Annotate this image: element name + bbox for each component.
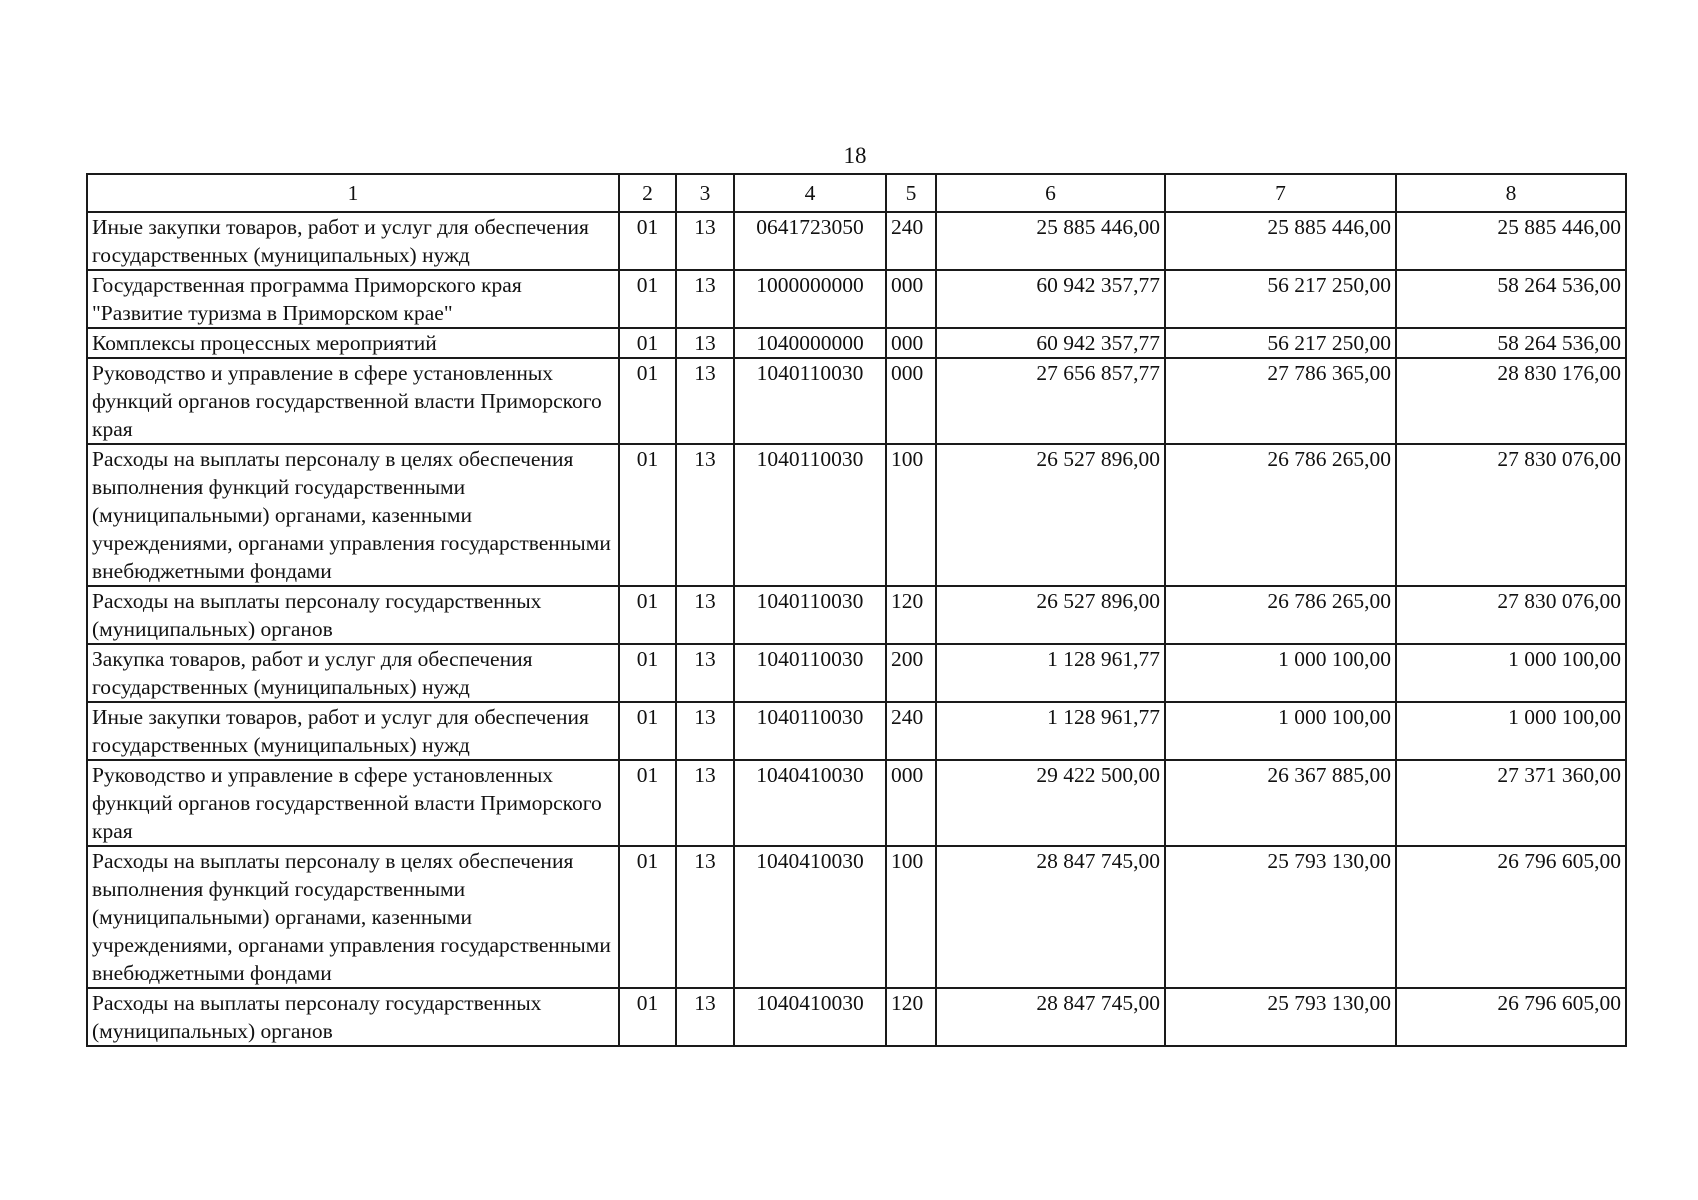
- row-amount-col8: 26 796 605,00: [1396, 846, 1626, 988]
- row-section-cell: 01: [619, 846, 676, 988]
- column-header-6: 6: [936, 174, 1165, 212]
- row-amount-col6: 25 885 446,00: [936, 212, 1165, 270]
- row-amount-col8: 25 885 446,00: [1396, 212, 1626, 270]
- row-expense-type-cell: 100: [886, 444, 936, 586]
- column-header-3: 3: [676, 174, 734, 212]
- table-row: [87, 444, 1626, 586]
- row-amount-col8: 58 264 536,00: [1396, 328, 1626, 358]
- row-amount-col8: 27 830 076,00: [1396, 444, 1626, 586]
- row-name-cell: Иные закупки товаров, работ и услуг для обеспечения государственных (муниципальных) нужд: [87, 212, 619, 270]
- row-amount-col8: 27 371 360,00: [1396, 760, 1626, 846]
- column-header-1: 1: [87, 174, 619, 212]
- row-subsection-cell: 13: [676, 358, 734, 444]
- column-header-5: 5: [886, 174, 936, 212]
- row-name-cell: Расходы на выплаты персоналу государственных (муниципальных) органов: [87, 586, 619, 644]
- row-amount-col7: 25 885 446,00: [1165, 212, 1396, 270]
- row-amount-col7: 27 786 365,00: [1165, 358, 1396, 444]
- row-name-cell: Расходы на выплаты персоналу в целях обеспечения выполнения функций государственными (муниципальными) органами, казенными учреждениями, органами управления государственными внебюджетными фондами: [87, 846, 619, 988]
- row-expense-type-cell: 000: [886, 760, 936, 846]
- row-subsection-cell: 13: [676, 586, 734, 644]
- row-amount-col6: 26 527 896,00: [936, 444, 1165, 586]
- row-amount-col6: 60 942 357,77: [936, 270, 1165, 328]
- row-section-cell: 01: [619, 644, 676, 702]
- row-name-cell: Руководство и управление в сфере установленных функций органов государственной власти Приморского края: [87, 760, 619, 846]
- row-section-cell: 01: [619, 358, 676, 444]
- row-amount-col8: 27 830 076,00: [1396, 586, 1626, 644]
- row-expense-type-cell: 240: [886, 212, 936, 270]
- row-expense-type-cell: 000: [886, 358, 936, 444]
- row-target-code-cell: 1040110030: [734, 358, 886, 444]
- row-target-code-cell: 1040110030: [734, 444, 886, 586]
- row-expense-type-cell: 200: [886, 644, 936, 702]
- table-row: [87, 270, 1626, 328]
- row-expense-type-cell: 000: [886, 328, 936, 358]
- row-amount-col8: 28 830 176,00: [1396, 358, 1626, 444]
- row-subsection-cell: 13: [676, 988, 734, 1046]
- row-target-code-cell: 1040110030: [734, 586, 886, 644]
- row-expense-type-cell: 100: [886, 846, 936, 988]
- row-amount-col8: 1 000 100,00: [1396, 702, 1626, 760]
- column-header-4: 4: [734, 174, 886, 212]
- row-target-code-cell: 1040410030: [734, 988, 886, 1046]
- row-name-cell: Закупка товаров, работ и услуг для обеспечения государственных (муниципальных) нужд: [87, 644, 619, 702]
- row-expense-type-cell: 120: [886, 988, 936, 1046]
- row-target-code-cell: 0641723050: [734, 212, 886, 270]
- table-row: [87, 644, 1626, 702]
- row-amount-col7: 56 217 250,00: [1165, 328, 1396, 358]
- row-subsection-cell: 13: [676, 846, 734, 988]
- row-amount-col7: 1 000 100,00: [1165, 702, 1396, 760]
- row-amount-col6: 29 422 500,00: [936, 760, 1165, 846]
- row-section-cell: 01: [619, 988, 676, 1046]
- row-amount-col8: 1 000 100,00: [1396, 644, 1626, 702]
- budget-table: [86, 173, 1627, 1047]
- row-section-cell: 01: [619, 212, 676, 270]
- row-section-cell: 01: [619, 270, 676, 328]
- row-amount-col6: 26 527 896,00: [936, 586, 1165, 644]
- row-target-code-cell: 1040000000: [734, 328, 886, 358]
- row-amount-col7: 26 786 265,00: [1165, 444, 1396, 586]
- row-section-cell: 01: [619, 702, 676, 760]
- row-name-cell: Руководство и управление в сфере установленных функций органов государственной власти Приморского края: [87, 358, 619, 444]
- row-amount-col7: 26 367 885,00: [1165, 760, 1396, 846]
- row-section-cell: 01: [619, 444, 676, 586]
- row-subsection-cell: 13: [676, 644, 734, 702]
- row-expense-type-cell: 000: [886, 270, 936, 328]
- row-amount-col8: 26 796 605,00: [1396, 988, 1626, 1046]
- row-amount-col7: 1 000 100,00: [1165, 644, 1396, 702]
- row-target-code-cell: 1040110030: [734, 702, 886, 760]
- table-row: [87, 760, 1626, 846]
- column-header-8: 8: [1396, 174, 1626, 212]
- row-amount-col6: 60 942 357,77: [936, 328, 1165, 358]
- row-section-cell: 01: [619, 760, 676, 846]
- column-header-2: 2: [619, 174, 676, 212]
- row-name-cell: Расходы на выплаты персоналу в целях обеспечения выполнения функций государственными (муниципальными) органами, казенными учреждениями, органами управления государственными внебюджетными фондами: [87, 444, 619, 586]
- row-subsection-cell: 13: [676, 444, 734, 586]
- header-row: [87, 174, 1626, 212]
- row-target-code-cell: 1040410030: [734, 846, 886, 988]
- table-row: [87, 846, 1626, 988]
- table-row: [87, 358, 1626, 444]
- row-amount-col6: 1 128 961,77: [936, 644, 1165, 702]
- row-name-cell: Государственная программа Приморского края "Развитие туризма в Приморском крае": [87, 270, 619, 328]
- column-header-7: 7: [1165, 174, 1396, 212]
- row-amount-col7: 25 793 130,00: [1165, 846, 1396, 988]
- row-amount-col7: 56 217 250,00: [1165, 270, 1396, 328]
- row-target-code-cell: 1040110030: [734, 644, 886, 702]
- row-name-cell: Иные закупки товаров, работ и услуг для обеспечения государственных (муниципальных) нужд: [87, 702, 619, 760]
- row-subsection-cell: 13: [676, 328, 734, 358]
- row-amount-col6: 28 847 745,00: [936, 988, 1165, 1046]
- row-target-code-cell: 1040410030: [734, 760, 886, 846]
- row-amount-col6: 28 847 745,00: [936, 846, 1165, 988]
- row-expense-type-cell: 240: [886, 702, 936, 760]
- table-row: [87, 328, 1626, 358]
- table-row: [87, 988, 1626, 1046]
- row-subsection-cell: 13: [676, 270, 734, 328]
- row-name-cell: Расходы на выплаты персоналу государственных (муниципальных) органов: [87, 988, 619, 1046]
- table-row: [87, 212, 1626, 270]
- row-expense-type-cell: 120: [886, 586, 936, 644]
- row-name-cell: Комплексы процессных мероприятий: [87, 328, 619, 358]
- row-subsection-cell: 13: [676, 760, 734, 846]
- table-row: [87, 586, 1626, 644]
- row-amount-col7: 25 793 130,00: [1165, 988, 1396, 1046]
- row-section-cell: 01: [619, 328, 676, 358]
- page-number: 18: [843, 143, 867, 168]
- row-amount-col7: 26 786 265,00: [1165, 586, 1396, 644]
- row-amount-col6: 1 128 961,77: [936, 702, 1165, 760]
- table-row: [87, 702, 1626, 760]
- row-amount-col8: 58 264 536,00: [1396, 270, 1626, 328]
- row-subsection-cell: 13: [676, 702, 734, 760]
- row-amount-col6: 27 656 857,77: [936, 358, 1165, 444]
- row-subsection-cell: 13: [676, 212, 734, 270]
- row-target-code-cell: 1000000000: [734, 270, 886, 328]
- row-section-cell: 01: [619, 586, 676, 644]
